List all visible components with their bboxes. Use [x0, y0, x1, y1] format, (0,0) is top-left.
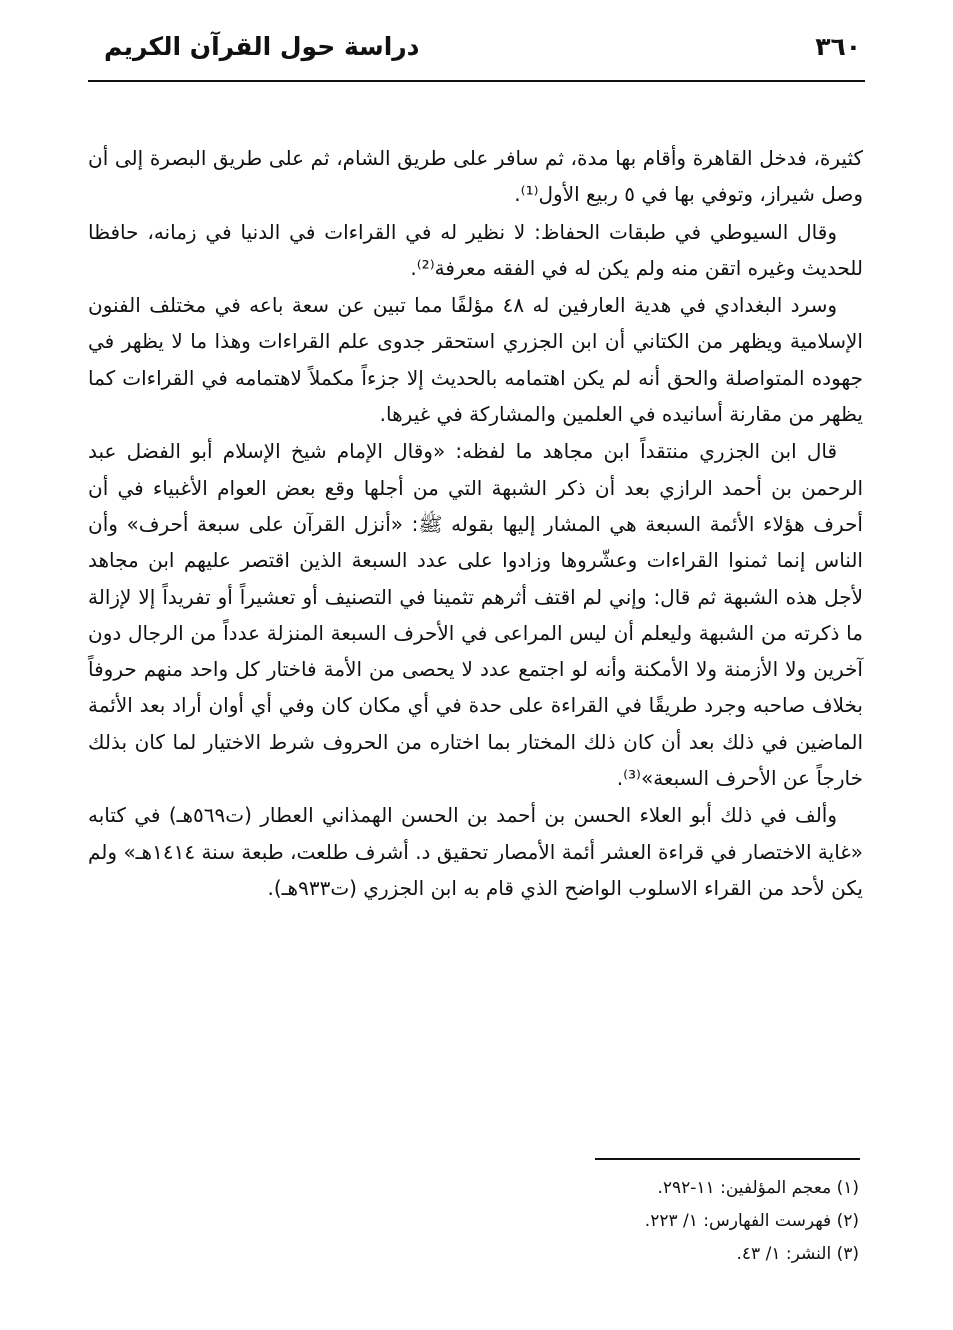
paragraph: كثيرة، فدخل القاهرة وأقام بها مدة، ثم سافر على طريق الشام، ثم على طريق البصرة إلى أن وصل شيراز، وتوفي بها في ٥ ربيع الأول⁽¹⁾.: [88, 146, 863, 207]
paragraph: وألف في ذلك أبو العلاء الحسن بن أحمد بن الحسن الهمذاني العطار (ت٥٦٩هـ) في كتابه «غاية الاختصار في قراءة العشر أئمة الأمصار تحقيق د. أشرف طلعت، طبعة سنة ١٤١٤هـ» ولم يكن لأحد من القراء الاسلوب الواضح الذي قام به ابن الجزري (ت٩٣٣هـ).: [88, 803, 864, 900]
running-title: دراسة حول القرآن الكريم: [104, 32, 420, 61]
page-number: ٣٦٠: [815, 32, 861, 61]
header-divider: [88, 80, 865, 82]
paragraph: قال ابن الجزري منتقداً ابن مجاهد ما لفظه: «وقال الإمام شيخ الإسلام أبو الفضل عبد الرحمن بن أحمد الرازي بعد أن ذكر الشبهة التي من أجلها وقع بعض العوام الأغبياء في أن أحرف هؤلاء الأئمة السبعة هي المشار إليها بقوله ﷺ: «أنزل القرآن على سبعة أحرف» وأن الناس إنما ثمنوا القراءات وعشّروها وزادوا على عدد السبعة الذين اقتصر عليهم ابن مجاهد لأجل هذه الشبهة ثم قال: وإني لم اقتف أثرهم تثمينا في التصنيف أو تعشيراً أو تفريداً إلا لإزالة ما ذكرته من الشبهة وليعلم أن ليس المراعى في الأحرف السبعة المنزلة عدداً من الرجال دون آخرين ولا الأزمنة ولا الأمكنة وأنه لو اجتمع عدد لا يحصى من الأمة فاختار كل واحد منهم حروفاً بخلاف صاحبه وجرد طريقًا في القراءة على حدة في أي مكان كان وفي أي أوان أراد بعد الأئمة الماضين في ذلك بعد أن كان ذلك المختار بما اختاره من الحروف شرط الاختيار لما كان بذلك خارجاً عن الأحرف السبعة»⁽³⁾.: [88, 439, 863, 791]
footnote: (٢) فهرست الفهارس: ١/ ٢٢٣.: [644, 1211, 859, 1231]
footnotes: [300, 1172, 859, 1271]
paragraph: وقال السيوطي في طبقات الحفاظ: لا نظير له في القراءات في الدنيا في زمانه، حافظا للحديث وغيره اتقن منه ولم يكن له في الفقه معرفة⁽²⁾.: [88, 219, 863, 280]
footnote-divider: [595, 1158, 860, 1160]
page-header: [88, 30, 865, 76]
footnote: (١) معجم المؤلفين: ١١-٢٩٢.: [657, 1178, 859, 1198]
paragraph: وسرد البغدادي في هدية العارفين له ٤٨ مؤلفًا مما تبين عن سعة باعه في مختلف الفنون الإسلامية ويظهر من الكتاني أن ابن الجزري استحقر جدوى علم القراءات وهذا ما لا يظهر في جهوده المتواصلة والحق أنه لم يكن اهتمامه بالحديث إلا جزءاً مكملاً لاهتمامه في القراءات كما يظهر من مقارنة أسانيده في العلمين والمشاركة في غيرها.: [88, 293, 863, 427]
footnote: (٣) النشر: ١/ ٤٣.: [736, 1244, 859, 1264]
main-text: [88, 140, 863, 907]
